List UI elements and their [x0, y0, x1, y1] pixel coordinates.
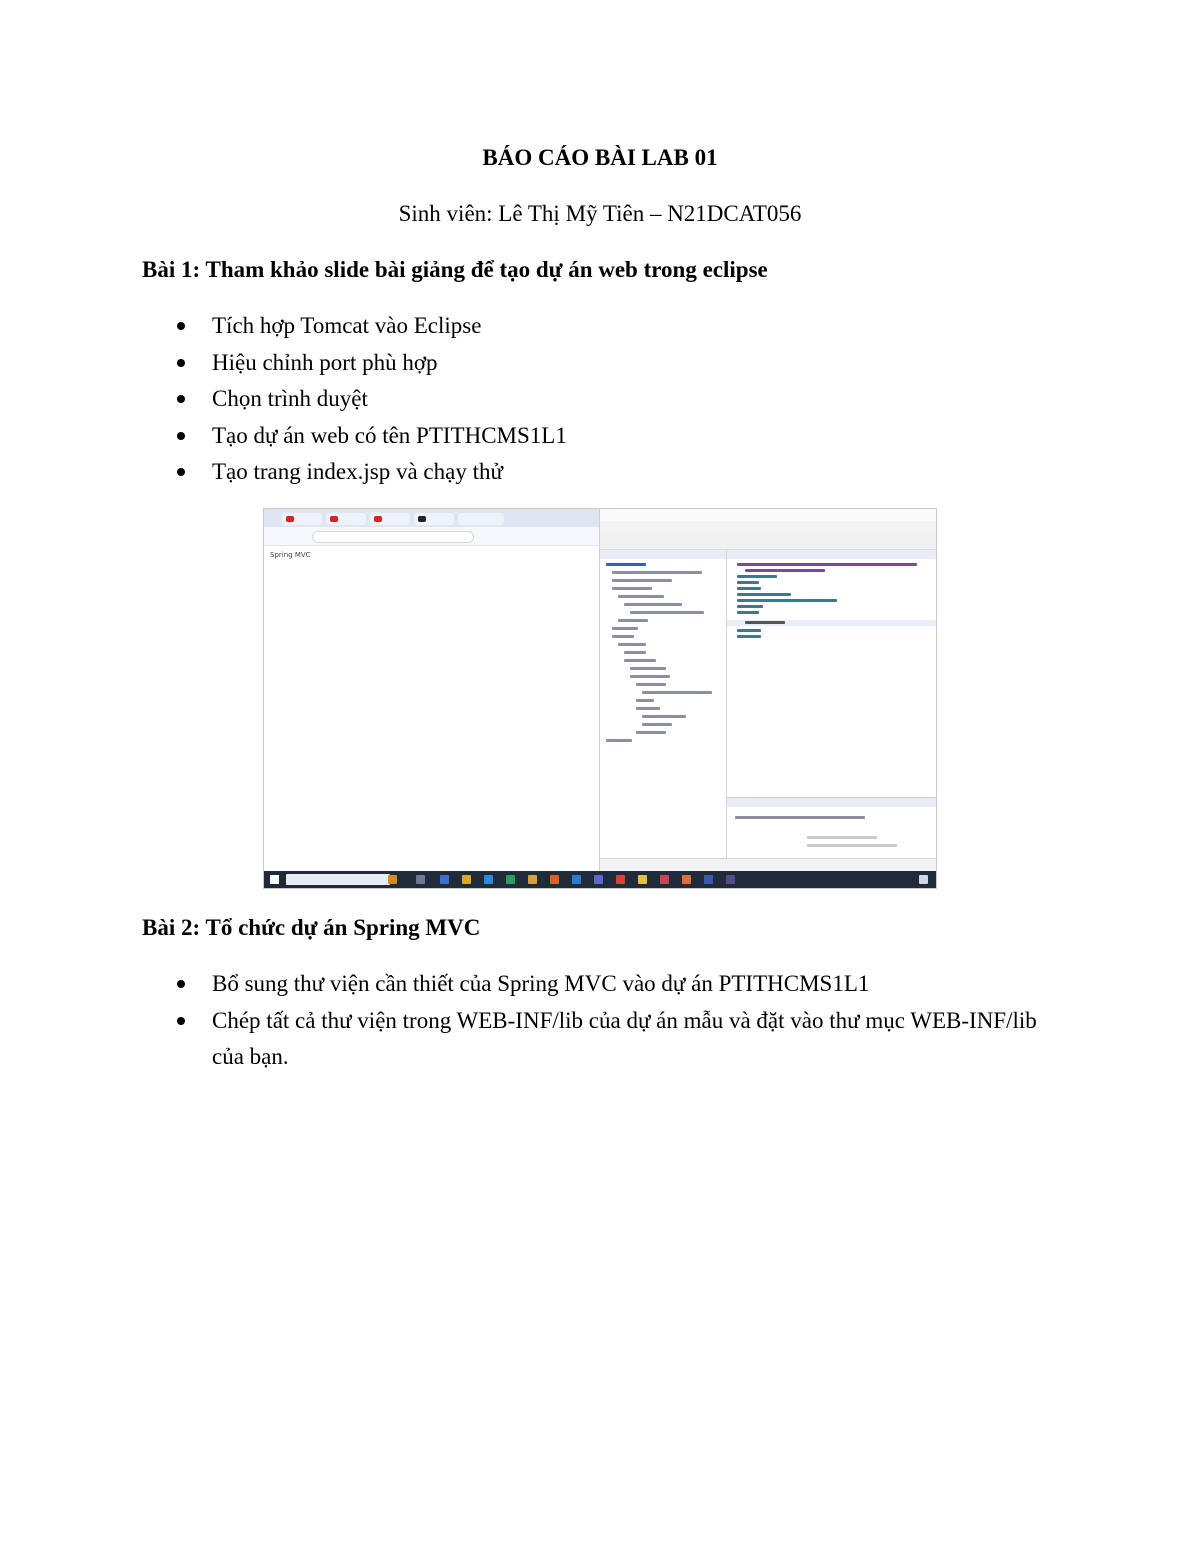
section1-list — [142, 308, 567, 491]
tree-row — [636, 707, 660, 710]
code-line — [737, 593, 791, 596]
tree-row — [618, 595, 664, 598]
tree-row — [636, 731, 666, 734]
tree-row — [618, 643, 646, 646]
github-icon — [418, 516, 426, 522]
code-line — [745, 569, 825, 572]
code-line — [737, 599, 837, 602]
watermark-line — [807, 844, 897, 847]
eclipse-window — [600, 509, 936, 871]
code-line — [745, 621, 785, 624]
tree-row — [612, 579, 672, 582]
console-tab — [727, 798, 936, 807]
list-item: Chọn trình duyệt — [142, 381, 567, 418]
browser-tab — [414, 513, 454, 525]
tree-row — [636, 699, 654, 702]
list-item: Tạo dự án web có tên PTITHCMS1L1 — [142, 418, 567, 455]
list-item: Chép tất cả thư viện trong WEB-INF/lib của dự án mẫu và đặt vào thư mục WEB-INF/lib của bạn. — [142, 1003, 1062, 1076]
eclipse-icon — [726, 875, 735, 884]
tree-row — [612, 571, 702, 574]
tree-row — [624, 659, 656, 662]
project-explorer-tab — [600, 550, 726, 559]
code-line — [737, 587, 761, 590]
code-line — [737, 611, 759, 614]
browser-tab — [370, 513, 410, 525]
tree-row — [618, 619, 648, 622]
app-icon — [462, 875, 471, 884]
app-icon — [416, 875, 425, 884]
tree-row — [630, 611, 704, 614]
eclipse-toolbar — [600, 531, 936, 550]
app-icon — [682, 875, 691, 884]
chrome-icon — [638, 875, 647, 884]
youtube-icon — [374, 516, 382, 522]
tree-row — [624, 651, 646, 654]
tree-row — [606, 563, 646, 566]
vscode-icon — [572, 875, 581, 884]
eclipse-menu-bar — [600, 521, 936, 531]
app-icon — [704, 875, 713, 884]
app-icon — [506, 875, 515, 884]
code-line — [737, 581, 759, 584]
tree-row — [612, 635, 634, 638]
report-title: BÁO CÁO BÀI LAB 01 — [482, 145, 718, 170]
list-item: Tích hợp Tomcat vào Eclipse — [142, 308, 567, 345]
console-panel — [727, 797, 936, 859]
tree-row — [642, 715, 686, 718]
app-icon — [594, 875, 603, 884]
windows-start-icon — [270, 875, 279, 884]
console-line — [735, 816, 865, 819]
browser-tab-active — [458, 513, 504, 525]
app-icon — [484, 875, 493, 884]
code-line — [737, 575, 777, 578]
tree-row — [636, 683, 666, 686]
url-field — [312, 531, 474, 543]
student-info: Sinh viên: Lê Thị Mỹ Tiên – N21DCAT056 — [398, 201, 802, 226]
app-icon — [528, 875, 537, 884]
app-icon — [616, 875, 625, 884]
watermark-line — [807, 836, 877, 839]
browser-window — [264, 509, 600, 871]
youtube-icon — [330, 516, 338, 522]
tree-row — [606, 739, 632, 742]
editor-tab — [727, 550, 936, 559]
code-editor — [727, 550, 936, 795]
eclipse-title-bar — [600, 509, 936, 521]
browser-tab — [326, 513, 366, 525]
list-item: Hiệu chỉnh port phù hợp — [142, 345, 567, 382]
windows-taskbar — [264, 871, 936, 888]
section2-heading: Bài 2: Tổ chức dự án Spring MVC — [142, 915, 481, 940]
section2-list — [142, 966, 1062, 1076]
app-icon — [550, 875, 559, 884]
browser-tab — [282, 513, 322, 525]
list-item: Bổ sung thư viện cần thiết của Spring MVC vào dự án PTITHCMS1L1 — [142, 966, 1062, 1003]
tree-row — [624, 603, 682, 606]
app-icon — [388, 875, 397, 884]
browser-page-text: Spring MVC — [270, 551, 311, 559]
app-icon — [440, 875, 449, 884]
code-line — [737, 563, 917, 566]
section1-heading: Bài 1: Tham khảo slide bài giảng để tạo dự án web trong eclipse — [142, 257, 768, 282]
project-explorer — [600, 550, 727, 858]
app-icon — [660, 875, 669, 884]
code-line — [737, 635, 761, 638]
browser-tab-bar — [264, 509, 599, 527]
code-line — [737, 605, 763, 608]
youtube-icon — [286, 516, 294, 522]
tree-row — [612, 627, 638, 630]
embedded-screenshot — [264, 509, 936, 888]
tree-row — [630, 667, 666, 670]
list-item: Tạo trang index.jsp và chạy thử — [142, 454, 567, 491]
code-line — [737, 629, 761, 632]
notification-icon — [919, 875, 928, 884]
eclipse-status-bar — [600, 858, 936, 872]
tree-row — [630, 675, 670, 678]
taskbar-search-box — [286, 874, 390, 885]
tree-row — [642, 723, 672, 726]
browser-address-bar — [264, 527, 599, 546]
tree-row — [642, 691, 712, 694]
tree-row — [612, 587, 652, 590]
